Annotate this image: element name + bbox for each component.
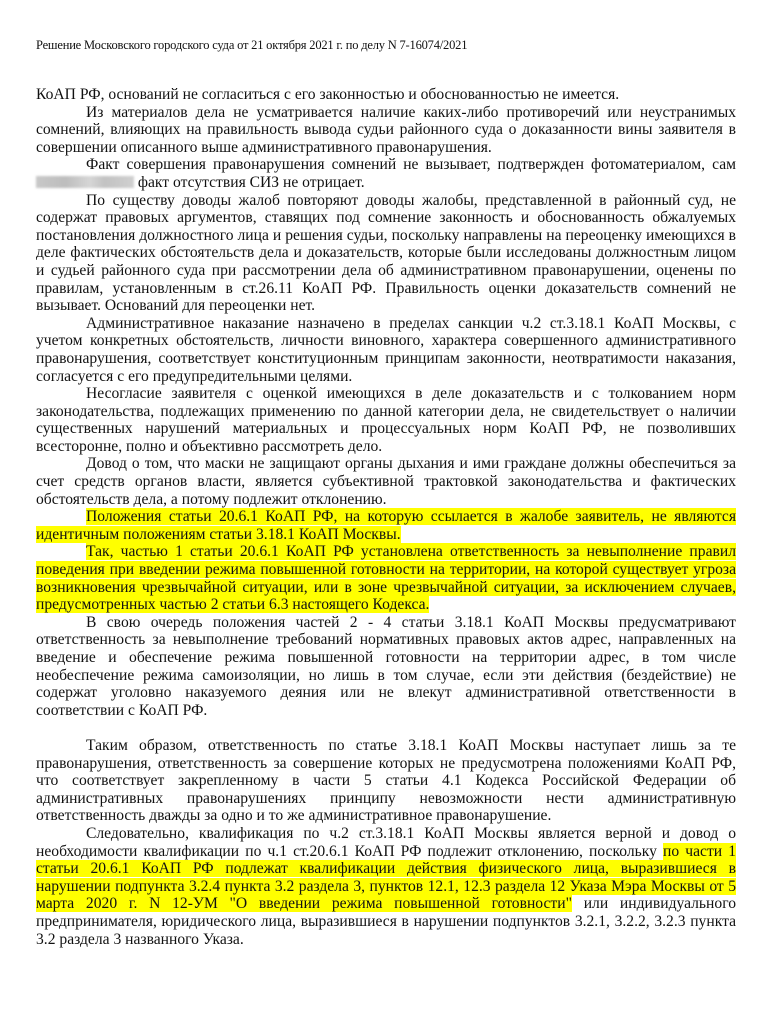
- paragraph: КоАП РФ, оснований не согласиться с его законностью и обоснованностью не имеется.: [36, 86, 620, 103]
- paragraph: [36, 156, 736, 191]
- document-body: [36, 86, 736, 948]
- paragraph: Несогласие заявителя с оценкой имеющихся в деле доказательств и с толкованием норм законодательства, подлежащих применению по данной категории дела, не свидетельствует о наличии существенных нарушений материальных и процессуальных норм КоАП РФ, не позволивших всесторонне, полно и объективно рассмотреть дело.: [36, 385, 736, 455]
- paragraph: [36, 825, 736, 948]
- highlighted-text: Так, частью 1 статьи 20.6.1 КоАП РФ установлена ответственность за невыполнение правил поведения при введении режима повышенной готовности на территории, на которой существует угроза возникновения чрезвычайной ситуации, или в зоне чрезвычайной ситуации, за исключением случаев, предусмотренных частью 2 статьи 6.3 настоящего Кодекса.: [36, 543, 736, 614]
- document-header: Решение Московского городского суда от 21 октября 2021 г. по делу N 7-16074/2021: [36, 38, 468, 52]
- paragraph-text: Факт совершения правонарушения сомнений не вызывает, подтвержден фотоматериалом, сам: [86, 156, 736, 174]
- paragraph: По существу доводы жалоб повторяют доводы жалобы, представленной в районный суд, не содержат правовых аргументов, ставящих под сомнение законность и обоснованность обжалуемых постановления должностного лица и решения судьи, поскольку направлены на переоценку имеющихся в деле фактических обстоятельств дела и доказательств, которые были исследованы должностным лицом и судьей районного суда при рассмотрении дела об административном правонарушении, оценены по правилам, установленным в ст.26.11 КоАП РФ. Правильность оценки доказательств сомнений не вызывает. Оснований для переоценки нет.: [36, 191, 736, 315]
- paragraph: В свою очередь положения частей 2 - 4 статьи 3.18.1 КоАП Москвы предусматривают ответственность за невыполнение требований нормативных правовых актов адрес, направленных на введение и обеспечение режима повышенной готовности на территории адрес, в том числе необеспечение режима самоизоляции, но лишь в том случае, если эти действия (бездействие) не содержат уголовно наказуемого деяния или не влекут административной ответственности в соответствии с КоАП РФ.: [36, 613, 736, 719]
- paragraph-highlighted: [36, 508, 736, 543]
- paragraph: Из материалов дела не усматривается наличие каких-либо противоречий или неустранимых сомнений, влияющих на правильность вывода судьи районного суда о доказанности вины заявителя в совершении описанного выше административного правонарушения.: [36, 103, 736, 156]
- highlighted-text: Положения статьи 20.6.1 КоАП РФ, на которую ссылается в жалобе заявитель, не являются идентичным положениям статьи 3.18.1 КоАП Москвы.: [36, 508, 736, 543]
- paragraph: Таким образом, ответственность по статье 3.18.1 КоАП Москвы наступает лишь за те правонарушения, ответственность за совершение которых не предусмотрена положениями КоАП РФ, что соответствует закрепленному в части 5 статьи 4.1 Кодекса Российской Федерации об административных правонарушениях принципу невозможности нести административную ответственность дважды за одно и то же административное правонарушение.: [36, 736, 736, 825]
- paragraph-text: или индивидуального предпринимателя, юридического лица, выразившиеся в нарушении подпунктов 3.2.1, 3.2.2, 3.2.3 пункта 3.2 раздела 3 названного Указа.: [36, 895, 736, 948]
- paragraph-text: Следовательно, квалификация по ч.2 ст.3.18.1 КоАП Москвы является верной и довод о необходимости квалификации по ч.1 ст.20.6.1 КоАП РФ подлежит отклонению, поскольку: [36, 824, 736, 860]
- highlighted-text: по части 1 статьи 20.6.1 КоАП РФ подлежат квалификации действия физического лица, выразившиеся в нарушении подпункта 3.2.4 пункта 3.2 раздела 3, пунктов 12.1, 12.3 раздела 12 Указа Мэра Москвы от 5 марта 2020 г. N 12-УМ "О введении режима повышенной готовности": [36, 842, 736, 913]
- redacted-name: [36, 176, 134, 188]
- paragraph-text: факт отсутствия СИЗ не отрицает.: [137, 173, 365, 191]
- paragraph: Довод о том, что маски не защищают органы дыхания и ими граждане должны обеспечиться за счет средств органов власти, является субъективной трактовкой законодательства и фактических обстоятельств дела, а потому подлежит отклонению.: [36, 455, 736, 508]
- paragraph-highlighted: [36, 543, 736, 613]
- paragraph: Административное наказание назначено в пределах санкции ч.2 ст.3.18.1 КоАП Москвы, с учетом конкретных обстоятельств, личности виновного, характера совершенного административного правонарушения, соответствует конституционным принципам законности, неотвратимости наказания, согласуется с его предупредительными целями.: [36, 314, 736, 385]
